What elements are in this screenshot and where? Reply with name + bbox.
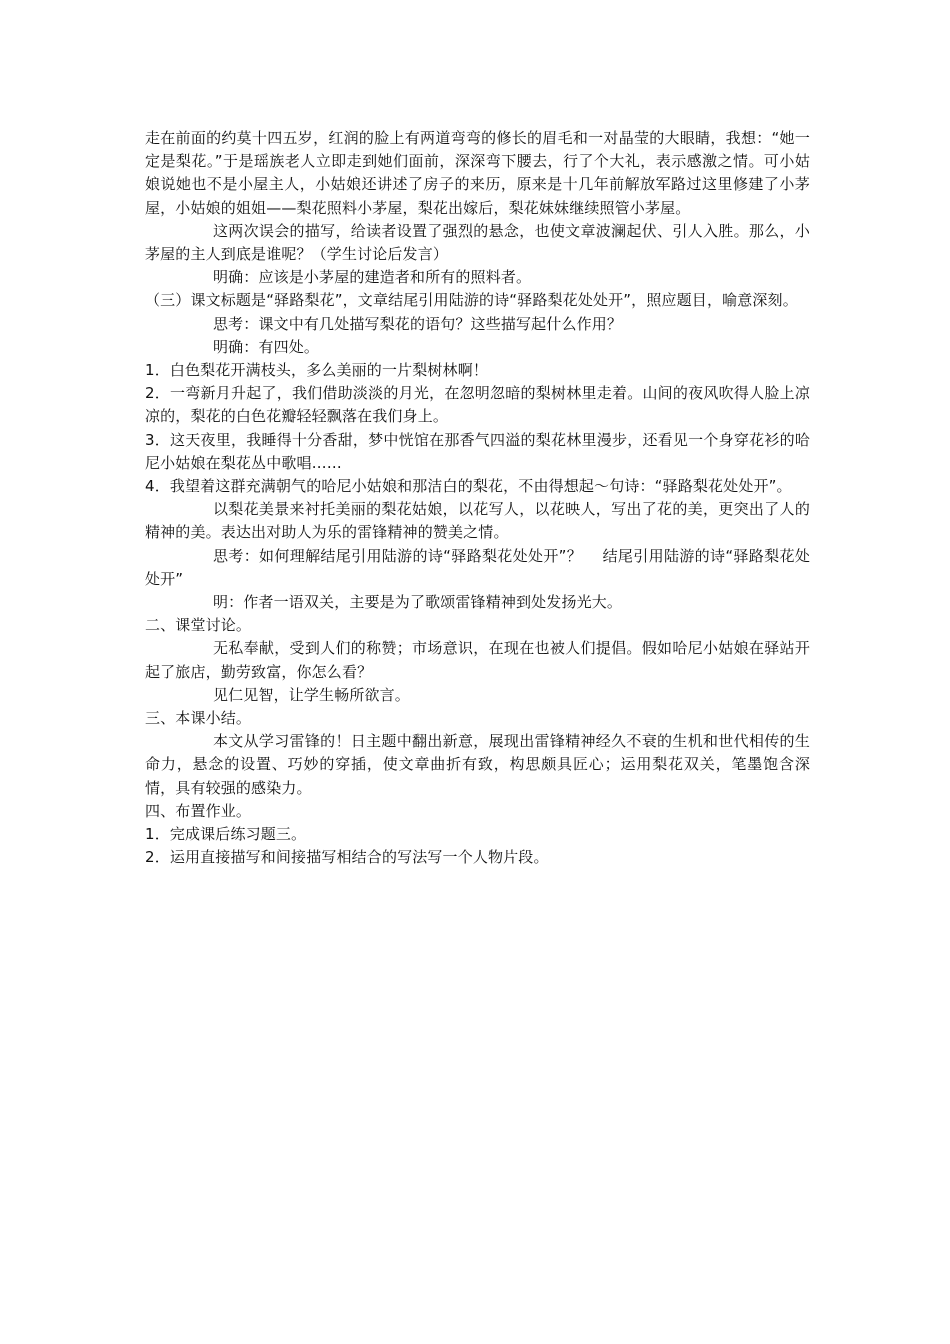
section-discussion-heading: 二、课堂讨论。: [145, 616, 252, 635]
paragraph-12: 思考：如何理解结尾引用陆游的诗“驿路梨花处处开”？ 结尾引用陆游的诗“驿路梨花处处开”: [145, 546, 810, 588]
list-item-2: 2．一弯新月升起了，我们借助淡淡的月光，在忽明忽暗的梨树林里走着。山间的夜风吹得人脸上凉凉的，梨花的白色花瓣轻轻飘落在我们身上。: [145, 384, 810, 426]
paragraph-13: 明：作者一语双关，主要是为了歌颂雷锋精神到处发扬光大。: [213, 593, 623, 612]
paragraph-5: 思考：课文中有几处描写梨花的语句？这些描写起什么作用？: [213, 314, 623, 333]
homework-item-1: 1．完成课后练习题三。: [145, 825, 307, 844]
list-item-3: 3．这天夜里，我睡得十分香甜，梦中恍馆在那香气四溢的梨花林里漫步，还看见一个身穿花衫的哈尼小姑娘在梨花丛中歌唱……: [145, 430, 810, 472]
paragraph-3: 明确：应该是小茅屋的建造者和所有的照料者。: [213, 268, 532, 287]
document-page: [145, 127, 810, 870]
section-homework-heading: 四、布置作业。: [145, 801, 252, 820]
paragraph-11: 以梨花美景来衬托美丽的梨花姑娘，以花写人，以花映人，写出了花的美，更突出了人的精神的美。表达出对助人为乐的雷锋精神的赞美之情。: [145, 500, 810, 542]
paragraph-2: 这两次误会的描写，给读者设置了强烈的悬念，也使文章波澜起伏、引人入胜。那么，小茅屋的主人到底是谁呢？（学生讨论后发言）: [145, 221, 810, 264]
paragraph-15: 无私奉献，受到人们的称赞；市场意识，在现在也被人们提倡。假如哈尼小姑娘在驿站开起了旅店，勤劳致富，你怎么看？: [145, 639, 810, 681]
section-summary-heading: 三、本课小结。: [145, 709, 252, 728]
paragraph-1: 走在前面的约莫十四五岁，红润的脸上有两道弯弯的修长的眉毛和一对晶莹的大眼睛，我想：“她一定是梨花。”于是瑶族老人立即走到她们面前，深深弯下腰去，行了个大礼，表示感激之情。可小姑娘说她也不是小屋主人，小姑娘还讲述了房子的来历，原来是十几年前解放军路过这里修建了小茅屋，小姑娘的姐姐——梨花照料小茅屋，梨花出嫁后，梨花妹妹继续照管小茅屋。: [145, 129, 810, 217]
homework-item-2: 2．运用直接描写和间接描写相结合的写法写一个人物片段。: [145, 848, 549, 867]
section-three-heading: （三）课文标题是“驿路梨花”，文章结尾引用陆游的诗“驿路梨花处处开”，照应题目，喻意深刻。: [145, 291, 798, 310]
paragraph-6: 明确：有四处。: [213, 337, 320, 356]
paragraph-18: 本文从学习雷锋的！日主题中翻出新意，展现出雷锋精神经久不衰的生机和世代相传的生命力，悬念的设置、巧妙的穿插，使文章曲折有致，构思颇具匠心；运用梨花双关，笔墨饱含深情，具有较强的感染力。: [145, 732, 810, 797]
list-item-1: 1．白色梨花开满枝头，多么美丽的一片梨树林啊！: [145, 361, 488, 380]
paragraph-16: 见仁见智，让学生畅所欲言。: [213, 685, 410, 704]
list-item-4: 4．我望着这群充满朝气的哈尼小姑娘和那洁白的梨花，不由得想起～句诗：“驿路梨花处处开”。: [145, 477, 792, 496]
